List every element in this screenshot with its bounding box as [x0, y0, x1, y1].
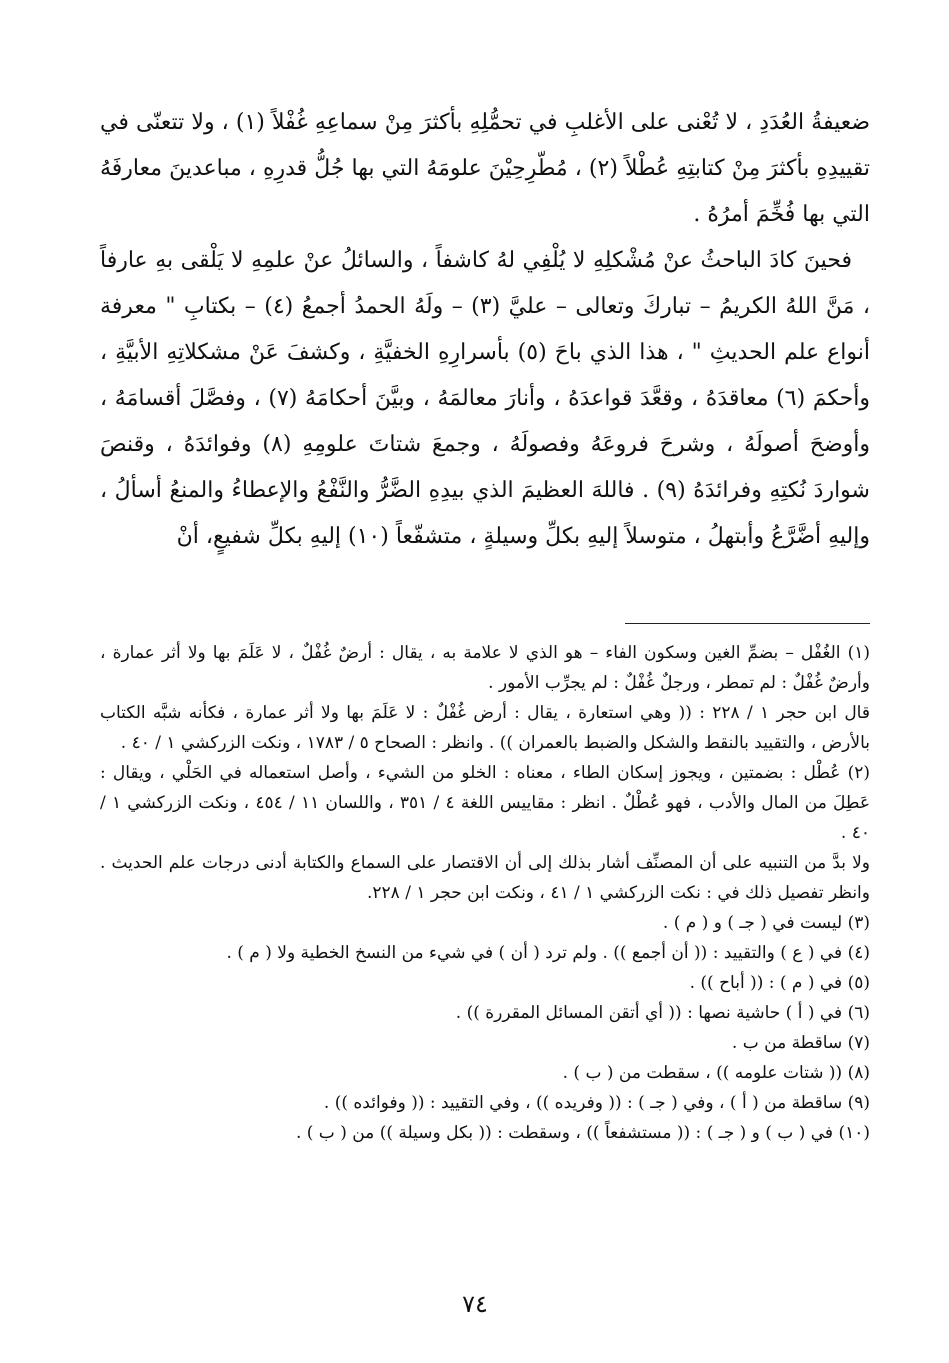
footnote-2-continued: ولا بدَّ من التنبيه على أن المصنِّف أشار بذلك إلى أن الاقتصار على السماع والكتابة أدنى درجات علم الحديث . وانظر تفصيل ذلك في : نكت الزركشي ١ / ٤١ ، ونكت ابن حجر ١ / ٢٢٨. — [100, 853, 870, 903]
footnote-1-continued: قال ابن حجر ١ / ٢٢٨ : (( وهي استعارة ، يقال : أرض غُفْلٌ : لا عَلَمَ بها ولا أثر عمارة ، فكأنه شبَّه الكتاب بالأرض ، والتقييد بالنقط والشكل والضبط بالعمران )) . وانظر : الصحاح ٥ / ١٧٨٣ ، ونكت الزركشي ١ / ٤٠ . — [100, 703, 870, 753]
footnote-5: (٥) في ( م ) : (( أباح )) . — [689, 973, 870, 993]
paragraph-1: ضعيفةُ العُدَدِ ، لا تُعْنى على الأغلبِ في تحمُّلِهِ بأكثرَ مِنْ سماعِهِ غُفْلاً (١) ، ولا تتعنّى في تقييدِهِ بأكثرَ مِنْ كتابتِهِ عُطْلاً (٢) ، مُطّرِحِيْنَ علومَهُ التي بها جُلُّ قدرِهِ ، مباعدينَ معارفَهُ التي بها فُخِّمَ أمرُهُ . — [100, 110, 871, 227]
footnote-4: (٤) في ( ع ) والتقييد : (( أن أجمع )) . ولم ترد ( أن ) في شيء من النسخ الخطية ولا ( م ) . — [226, 943, 870, 963]
footnote-7: (٧) ساقطة من ب . — [731, 1033, 870, 1053]
main-text — [100, 100, 870, 560]
footnote-3: (٣) ليست في ( جـ ) و ( م ) . — [662, 913, 870, 933]
page-number: ٧٤ — [462, 1290, 488, 1318]
footnote-1: (١) الغُفْل – بضمِّ الغين وسكون الفاء – هو الذي لا علامة به ، يقال : أرضٌ غُفْلٌ ، لا عَلَمَ بها ولا أثر عمارة ، وأرضٌ غُفْلٌ : لم تمطر ، ورجلٌ غُفْلٌ : لم يجرِّب الأمور . — [100, 643, 870, 693]
footnotes — [100, 638, 870, 1148]
footnote-9: (٩) ساقطة من ( أ ) ، وفي ( جـ ) : (( وفريده )) ، وفي التقييد : (( وفوائده )) . — [323, 1093, 870, 1113]
footnote-2: (٢) عُطْل : بضمتين ، ويجوز إسكان الطاء ، معناه : الخلو من الشيء ، وأصل استعماله في الحَلْي ، ويقال : عَطِلَ من المال والأدب ، فهو عُطْلٌ . انظر : مقاييس اللغة ٤ / ٣٥١ ، واللسان ١١ / ٤٥٤ ، ونكت الزركشي ١ / ٤٠ . — [100, 763, 870, 843]
footnote-separator — [625, 623, 870, 624]
footnote-8: (٨) (( شتات علومه )) ، سقطت من ( ب ) . — [562, 1063, 870, 1083]
footnote-10: (١٠) في ( ب ) و ( جـ ) : (( مستشفعاً )) ، وسقطت : (( بكل وسيلة )) من ( ب ) . — [295, 1123, 870, 1143]
paragraph-2: فحينَ كادَ الباحثُ عنْ مُشْكلِهِ لا يُلْفِي لهُ كاشفاً ، والسائلُ عنْ علمِهِ لا يَلْقى بهِ عارفاً ، مَنَّ اللهُ الكريمُ – تباركَ وتعالى – عليَّ (٣) – ولَهُ الحمدُ أجمعُ (٤) – بكتابِ " معرفة أنواع علم الحديثِ " ، هذا الذي باحَ (٥) بأسرارِهِ الخفيَّةِ ، وكشفَ عَنْ مشكلاتِهِ الأبيَّةِ ، وأحكمَ (٦) معاقدَهُ ، وقعَّدَ قواعدَهُ ، وأنارَ معالمَهُ ، وبيَّنَ أحكامَهُ (٧) ، وفصَّلَ أقسامَهُ ، وأوضحَ أصولَهُ ، وشرحَ فروعَهُ وفصولَهُ ، وجمعَ شتاتَ علومِهِ (٨) وفوائدَهُ ، وقنصَ شواردَ نُكتِهِ وفرائدَهُ (٩) . فاللهَ العظيمَ الذي بيدِهِ الضَّرُّ والنَّفْعُ والإعطاءُ والمنعُ أسألُ ، وإليهِ أضَّرَّعُ وأبتهلُ ، متوسلاً إليهِ بكلِّ وسيلةٍ ، متشفّعاً (١٠) إليهِ بكلِّ شفيعٍ، أنْ — [100, 248, 870, 549]
footnote-6: (٦) في ( أ ) حاشية نصها : (( أي أتقن المسائل المقررة )) . — [455, 1003, 870, 1023]
